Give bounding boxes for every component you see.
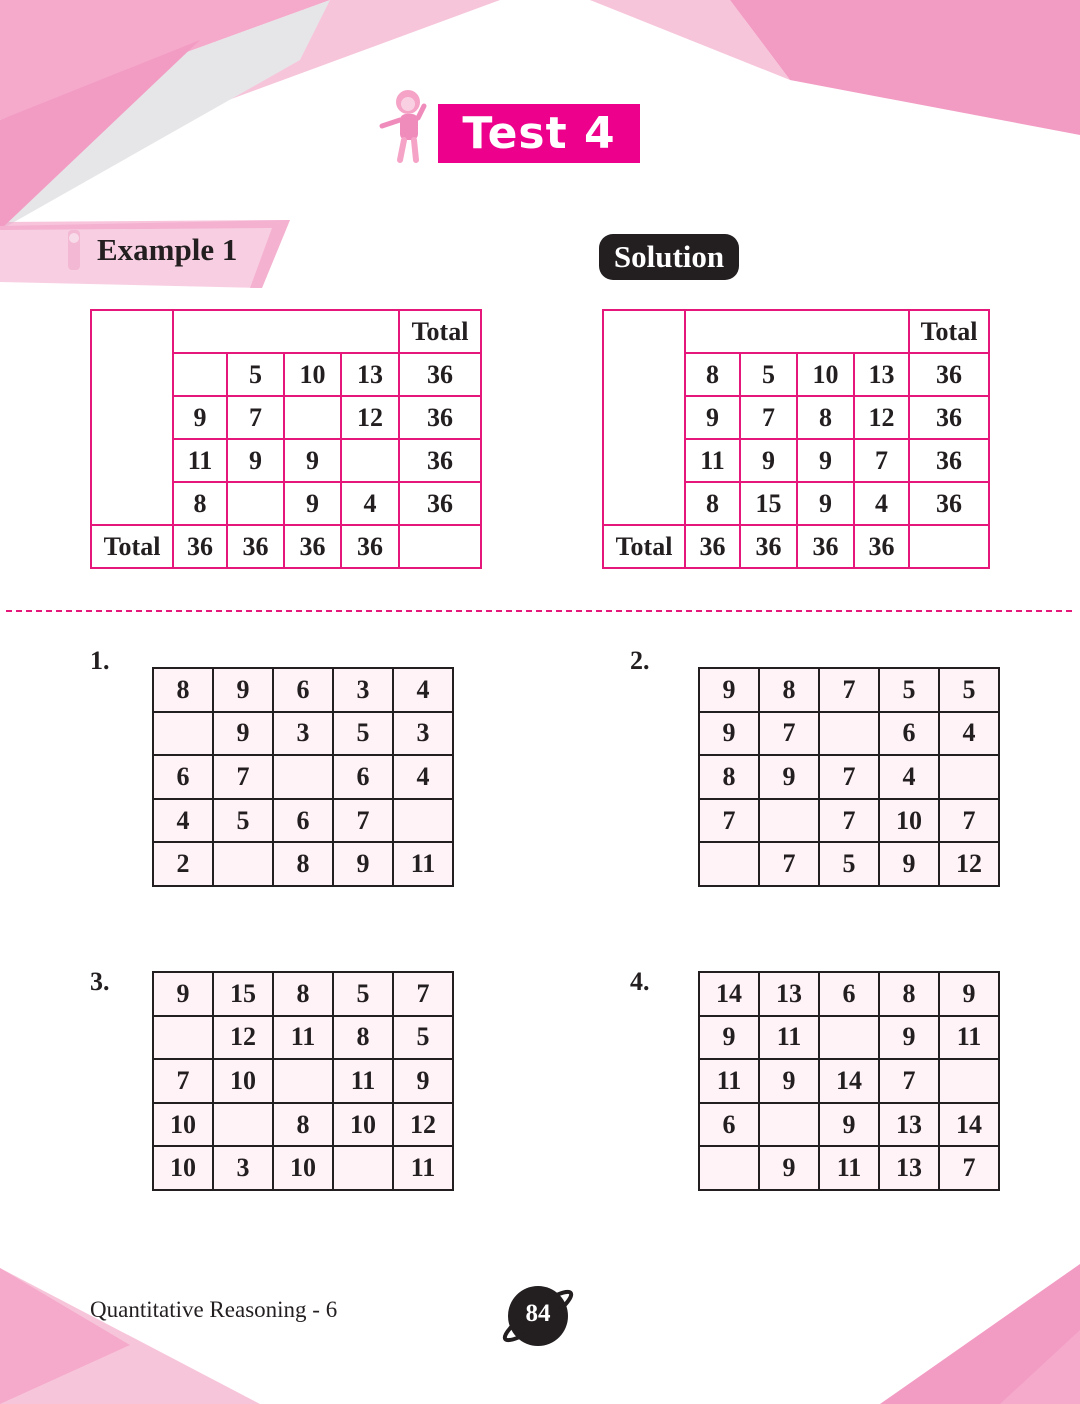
grid-cell — [699, 842, 759, 886]
example-table — [90, 309, 482, 569]
solution-label: Solution — [599, 234, 739, 280]
grid-cell: 7 — [699, 799, 759, 843]
grid-cell: 8 — [273, 842, 333, 886]
question-number: 1. — [90, 646, 110, 675]
grid-cell — [333, 1146, 393, 1190]
puzzle-grid — [152, 667, 454, 887]
puzzle-grid — [698, 971, 1000, 1191]
row-total-cell: 36 — [909, 396, 989, 439]
row-total-cell: 36 — [909, 482, 989, 525]
grid-cell: 3 — [333, 668, 393, 712]
table-cell: 9 — [227, 439, 284, 482]
grid-cell: 8 — [699, 755, 759, 799]
row-total-cell: 36 — [399, 396, 481, 439]
grid-cell: 9 — [879, 1016, 939, 1060]
grid-cell — [819, 712, 879, 756]
grid-cell: 4 — [879, 755, 939, 799]
table-cell: 5 — [227, 353, 284, 396]
grid-cell: 11 — [939, 1016, 999, 1060]
header-blank-cell — [685, 310, 909, 353]
blank-cell — [603, 310, 685, 525]
grid-cell: 9 — [759, 1146, 819, 1190]
table-cell: 8 — [173, 482, 227, 525]
grid-cell — [153, 712, 213, 756]
grid-cell: 9 — [213, 712, 273, 756]
grid-cell: 7 — [213, 755, 273, 799]
grid-cell: 4 — [153, 799, 213, 843]
grid-cell: 11 — [393, 842, 453, 886]
table-cell: 7 — [227, 396, 284, 439]
grid-cell: 5 — [213, 799, 273, 843]
grand-total-cell — [909, 525, 989, 568]
grid-cell: 9 — [393, 1059, 453, 1103]
grid-cell: 8 — [333, 1016, 393, 1060]
column-total-cell: 36 — [341, 525, 399, 568]
grid-cell: 5 — [333, 712, 393, 756]
row-total-cell: 36 — [909, 353, 989, 396]
grid-cell: 12 — [939, 842, 999, 886]
grid-cell: 4 — [393, 668, 453, 712]
header-blank-cell — [173, 310, 399, 353]
grid-cell: 5 — [333, 972, 393, 1016]
test-title: Test 4 — [438, 104, 640, 163]
bookmark-figure-icon — [62, 228, 86, 272]
grid-cell: 12 — [213, 1016, 273, 1060]
column-total-cell: 36 — [227, 525, 284, 568]
grid-cell: 5 — [819, 842, 879, 886]
grid-cell: 11 — [393, 1146, 453, 1190]
table-cell: 13 — [854, 353, 909, 396]
grid-cell: 4 — [393, 755, 453, 799]
solution-table — [602, 309, 990, 569]
grid-cell: 10 — [273, 1146, 333, 1190]
grid-cell: 9 — [699, 668, 759, 712]
grid-cell — [273, 755, 333, 799]
table-cell: 12 — [854, 396, 909, 439]
grid-cell: 3 — [393, 712, 453, 756]
grid-cell — [213, 842, 273, 886]
total-header: Total — [399, 310, 481, 353]
grid-cell: 7 — [879, 1059, 939, 1103]
grid-cell — [939, 1059, 999, 1103]
grid-cell — [699, 1146, 759, 1190]
grid-cell: 14 — [939, 1103, 999, 1147]
grid-cell: 9 — [759, 1059, 819, 1103]
grid-cell: 5 — [939, 668, 999, 712]
table-cell: 10 — [284, 353, 341, 396]
table-cell: 15 — [740, 482, 797, 525]
row-total-cell: 36 — [399, 439, 481, 482]
grid-cell: 6 — [153, 755, 213, 799]
table-cell: 4 — [854, 482, 909, 525]
girl-mascot-icon — [376, 88, 432, 168]
grid-cell: 13 — [879, 1146, 939, 1190]
grid-cell: 11 — [759, 1016, 819, 1060]
grid-cell — [153, 1016, 213, 1060]
grid-cell: 6 — [273, 799, 333, 843]
table-cell — [173, 353, 227, 396]
grid-cell: 8 — [153, 668, 213, 712]
table-cell: 7 — [740, 396, 797, 439]
table-cell: 7 — [854, 439, 909, 482]
table-cell: 9 — [797, 439, 854, 482]
table-cell: 9 — [685, 396, 740, 439]
puzzle-grid — [698, 667, 1000, 887]
grid-cell: 9 — [213, 668, 273, 712]
grid-cell: 7 — [939, 799, 999, 843]
table-cell: 4 — [341, 482, 399, 525]
grid-cell: 10 — [213, 1059, 273, 1103]
grid-cell: 7 — [819, 668, 879, 712]
grid-cell: 2 — [153, 842, 213, 886]
grid-cell: 9 — [699, 1016, 759, 1060]
table-cell: 11 — [173, 439, 227, 482]
grid-cell — [393, 799, 453, 843]
page-number: 84 — [525, 1300, 551, 1327]
grid-cell — [759, 799, 819, 843]
table-cell: 11 — [685, 439, 740, 482]
grid-cell: 9 — [819, 1103, 879, 1147]
question-number: 2. — [630, 646, 650, 675]
grid-cell: 7 — [759, 842, 819, 886]
table-cell: 10 — [797, 353, 854, 396]
grid-cell: 11 — [699, 1059, 759, 1103]
grid-cell: 7 — [153, 1059, 213, 1103]
grid-cell: 9 — [153, 972, 213, 1016]
column-total-cell: 36 — [685, 525, 740, 568]
grid-cell — [819, 1016, 879, 1060]
grid-cell: 13 — [879, 1103, 939, 1147]
grid-cell: 5 — [393, 1016, 453, 1060]
grid-cell: 9 — [759, 755, 819, 799]
grid-cell: 7 — [939, 1146, 999, 1190]
grid-cell: 10 — [153, 1146, 213, 1190]
table-cell: 9 — [284, 439, 341, 482]
table-cell: 9 — [740, 439, 797, 482]
table-cell: 5 — [740, 353, 797, 396]
grid-cell: 8 — [273, 972, 333, 1016]
example-label: Example 1 — [97, 232, 238, 267]
grid-cell: 7 — [759, 712, 819, 756]
grid-cell — [759, 1103, 819, 1147]
row-total-cell: 36 — [909, 439, 989, 482]
grid-cell: 14 — [819, 1059, 879, 1103]
table-cell: 8 — [797, 396, 854, 439]
row-total-cell: 36 — [399, 353, 481, 396]
grid-cell: 10 — [153, 1103, 213, 1147]
grid-cell: 10 — [879, 799, 939, 843]
grid-cell: 3 — [213, 1146, 273, 1190]
grid-cell: 10 — [333, 1103, 393, 1147]
grid-cell: 7 — [333, 799, 393, 843]
table-cell: 9 — [797, 482, 854, 525]
blank-cell — [91, 310, 173, 525]
total-label-cell: Total — [603, 525, 685, 568]
grid-cell — [939, 755, 999, 799]
grid-cell: 7 — [393, 972, 453, 1016]
grid-cell — [213, 1103, 273, 1147]
grid-cell: 8 — [879, 972, 939, 1016]
table-cell — [284, 396, 341, 439]
column-total-cell: 36 — [854, 525, 909, 568]
grand-total-cell — [399, 525, 481, 568]
grid-cell: 4 — [939, 712, 999, 756]
question-number: 4. — [630, 967, 650, 996]
grid-cell: 11 — [333, 1059, 393, 1103]
grid-cell: 9 — [879, 842, 939, 886]
grid-cell: 6 — [879, 712, 939, 756]
grid-cell: 7 — [819, 799, 879, 843]
grid-cell: 8 — [273, 1103, 333, 1147]
book-title: Quantitative Reasoning - 6 — [90, 1297, 338, 1322]
grid-cell: 15 — [213, 972, 273, 1016]
question-number: 3. — [90, 967, 110, 996]
grid-cell: 9 — [939, 972, 999, 1016]
table-cell: 8 — [685, 353, 740, 396]
table-cell — [227, 482, 284, 525]
table-cell: 9 — [173, 396, 227, 439]
row-total-cell: 36 — [399, 482, 481, 525]
column-total-cell: 36 — [740, 525, 797, 568]
grid-cell: 7 — [819, 755, 879, 799]
table-cell — [341, 439, 399, 482]
column-total-cell: 36 — [284, 525, 341, 568]
table-cell: 9 — [284, 482, 341, 525]
grid-cell: 9 — [699, 712, 759, 756]
column-total-cell: 36 — [797, 525, 854, 568]
grid-cell: 12 — [393, 1103, 453, 1147]
section-divider — [6, 610, 1072, 612]
total-label-cell: Total — [91, 525, 173, 568]
table-cell: 8 — [685, 482, 740, 525]
grid-cell: 6 — [273, 668, 333, 712]
puzzle-grid — [152, 971, 454, 1191]
grid-cell: 14 — [699, 972, 759, 1016]
grid-cell: 8 — [759, 668, 819, 712]
table-cell: 12 — [341, 396, 399, 439]
total-header: Total — [909, 310, 989, 353]
grid-cell: 11 — [819, 1146, 879, 1190]
grid-cell — [273, 1059, 333, 1103]
column-total-cell: 36 — [173, 525, 227, 568]
grid-cell: 3 — [273, 712, 333, 756]
grid-cell: 6 — [699, 1103, 759, 1147]
grid-cell: 6 — [333, 755, 393, 799]
grid-cell: 13 — [759, 972, 819, 1016]
grid-cell: 11 — [273, 1016, 333, 1060]
table-cell: 13 — [341, 353, 399, 396]
grid-cell: 6 — [819, 972, 879, 1016]
grid-cell: 9 — [333, 842, 393, 886]
grid-cell: 5 — [879, 668, 939, 712]
